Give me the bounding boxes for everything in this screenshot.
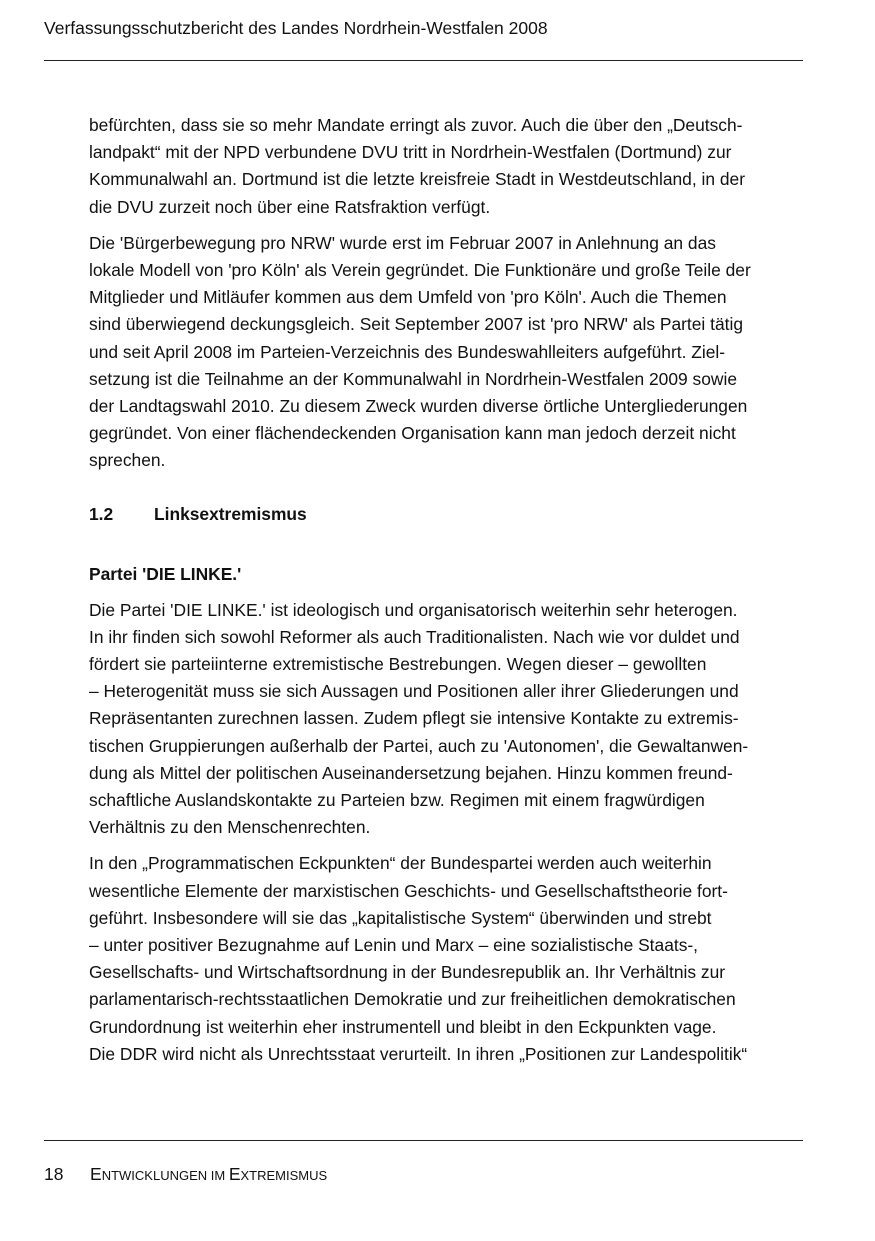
main-content	[89, 112, 819, 1077]
text-line: gegründet. Von einer flächendeckenden Organisation kann man jedoch derzeit nicht	[89, 423, 736, 444]
text-line: wesentliche Elemente der marxistischen Geschichts- und Gesellschaftstheorie fort-	[89, 880, 728, 901]
section-number: 1.2	[89, 503, 114, 524]
section-heading	[89, 503, 819, 525]
text-line: Repräsentanten zurechnen lassen. Zudem pflegt sie intensive Kontakte zu extremis-	[89, 708, 739, 729]
text-line: lokale Modell von 'pro Köln' als Verein gegründet. Die Funktionäre und große Teile der	[89, 260, 751, 281]
text-line: Kommunalwahl an. Dortmund ist die letzte kreisfreie Stadt in Westdeutschland, in der	[89, 169, 746, 190]
header-divider	[44, 60, 803, 61]
page-number: 18	[44, 1164, 64, 1184]
text-line: landpakt“ mit der NPD verbundene DVU tritt in Nordrhein-Westfalen (Dortmund) zur	[89, 142, 732, 163]
text-line: sind überwiegend deckungsgleich. Seit September 2007 ist 'pro NRW' als Partei tätig	[89, 314, 743, 335]
text-line: Verhältnis zu den Menschenrechten.	[89, 817, 371, 838]
text-line: dung als Mittel der politischen Auseinandersetzung bejahen. Hinzu kommen freund-	[89, 762, 733, 783]
text-line: parlamentarisch-rechtsstaatlichen Demokratie und zur freiheitlichen demokratischen	[89, 989, 736, 1010]
running-head: Verfassungsschutzbericht des Landes Nordrhein-Westfalen 2008	[44, 18, 548, 38]
chapter-title	[90, 1164, 327, 1184]
paragraph-pro-nrw	[89, 230, 819, 475]
text-line: die DVU zurzeit noch über eine Ratsfraktion verfügt.	[89, 196, 491, 217]
text-line: – Heterogenität muss sie sich Aussagen und Positionen aller ihrer Gliederungen und	[89, 681, 739, 702]
text-line: geführt. Insbesondere will sie das „kapitalistische System“ überwinden und strebt	[89, 907, 712, 928]
page-footer	[44, 1163, 327, 1187]
text-line: und seit April 2008 im Parteien-Verzeichnis des Bundeswahlleiters aufgeführt. Ziel-	[89, 341, 726, 362]
chapter-title-part: E	[228, 1164, 241, 1184]
text-line: fördert sie parteiinterne extremistische Bestrebungen. Wegen dieser – gewollten	[89, 654, 707, 675]
text-line: Gesellschafts- und Wirtschaftsordnung in der Bundesrepublik an. Ihr Verhältnis zur	[89, 962, 726, 983]
text-line: setzung ist die Teilnahme an der Kommunalwahl in Nordrhein-Westfalen 2009 sowie	[89, 368, 737, 389]
text-line: In ihr finden sich sowohl Reformer als auch Traditionalisten. Nach wie vor duldet und	[89, 626, 740, 647]
paragraph-eckpunkte	[89, 850, 819, 1068]
text-line: Die 'Bürgerbewegung pro NRW' wurde erst im Februar 2007 in Anlehnung an das	[89, 232, 716, 253]
chapter-title-part: E	[90, 1164, 102, 1184]
text-line: In den „Programmatischen Eckpunkten“ der Bundespartei werden auch weiterhin	[89, 853, 712, 874]
sub-heading: Partei 'DIE LINKE.'	[89, 563, 242, 584]
chapter-title-part: XTREMISMUS	[240, 1168, 328, 1183]
paragraph-die-linke	[89, 597, 819, 842]
paragraph-dvu	[89, 112, 819, 221]
text-line: befürchten, dass sie so mehr Mandate erringt als zuvor. Auch die über den „Deutsch-	[89, 115, 743, 135]
text-line: der Landtagswahl 2010. Zu diesem Zweck wurden diverse örtliche Untergliederungen	[89, 396, 748, 417]
text-line: Mitglieder und Mitläufer kommen aus dem Umfeld von 'pro Köln'. Auch die Themen	[89, 287, 727, 308]
text-line: – unter positiver Bezugnahme auf Lenin und Marx – eine sozialistische Staats-,	[89, 935, 699, 956]
section-title: Linksextremismus	[154, 503, 307, 524]
footer-divider	[44, 1140, 803, 1141]
text-line: schaftliche Auslandskontakte zu Parteien bzw. Regimen mit einem fragwürdigen	[89, 790, 705, 811]
text-line: Grundordnung ist weiterhin eher instrumentell und bleibt in den Eckpunkten vage.	[89, 1016, 717, 1037]
text-line: Die Partei 'DIE LINKE.' ist ideologisch und organisatorisch weiterhin sehr heterogen.	[89, 599, 738, 620]
text-line: Die DDR wird nicht als Unrechtsstaat verurteilt. In ihren „Positionen zur Landespolitik“	[89, 1043, 748, 1064]
text-line: tischen Gruppierungen außerhalb der Partei, auch zu 'Autonomen', die Gewaltanwen-	[89, 735, 749, 756]
text-line: sprechen.	[89, 450, 166, 471]
chapter-title-part: NTWICKLUNGEN IM	[101, 1168, 229, 1183]
